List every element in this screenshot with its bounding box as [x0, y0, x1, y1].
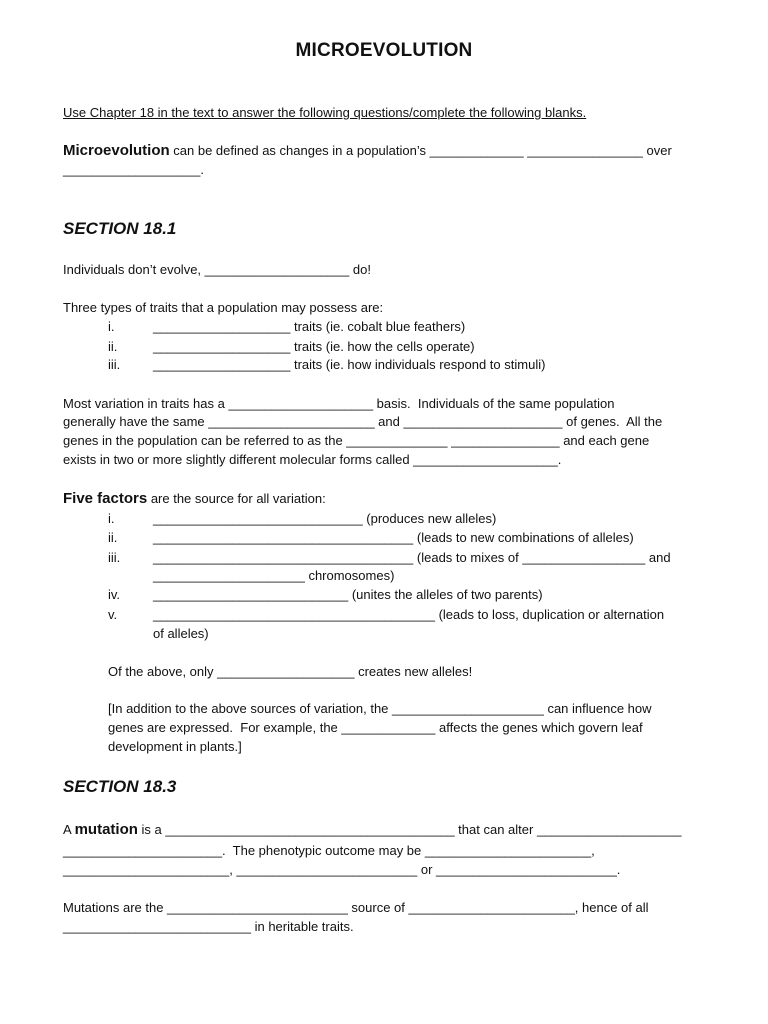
trait-item: ___________________ traits (ie. cobalt blue feathers) [153, 319, 466, 334]
bracket-line-3: development in plants.] [108, 739, 242, 754]
variation-line-3: genes in the population can be referred to as the ______________ _______________ and each gene [63, 433, 650, 448]
factor-number: v. [108, 607, 118, 622]
mutation-term: mutation [74, 821, 138, 838]
mutations-source-line-2: __________________________ in heritable traits. [63, 919, 354, 934]
factor-item: ___________________________ (unites the alleles of two parents) [153, 587, 543, 602]
bracket-line-1: [In addition to the above sources of variation, the _____________________ can influence how [108, 701, 652, 716]
evolve-line: Individuals don’t evolve, ____________________ do! [63, 262, 371, 277]
definition-line-1 [63, 143, 672, 159]
variation-line-2: generally have the same _______________________ and ______________________ of genes. All the [63, 414, 663, 429]
bracket-line-2: genes are expressed. For example, the _____________ affects the genes which govern leaf [108, 720, 643, 735]
mutation-line-1 [63, 822, 682, 838]
factor-number: ii. [108, 530, 118, 545]
factor-number: iv. [108, 587, 121, 602]
five-factors-term: Five factors [63, 490, 148, 507]
factor-number: iii. [108, 550, 121, 565]
definition-text: can be defined as changes in a population’s _____________ ________________ over [169, 143, 672, 158]
trait-number: iii. [108, 357, 121, 372]
definition-line-2: ___________________. [63, 162, 204, 177]
mutation-line-2: ______________________. The phenotypic outcome may be _______________________, [63, 843, 595, 858]
instructions: Use Chapter 18 in the text to answer the following questions/complete the following blanks. [63, 105, 587, 120]
five-factors-intro [63, 491, 326, 507]
variation-line-4: exists in two or more slightly different molecular forms called ____________________. [63, 452, 562, 467]
factor-item: ____________________________________ (leads to new combinations of alleles) [153, 530, 634, 545]
section-18-1-heading: SECTION 18.1 [63, 219, 177, 238]
trait-item: ___________________ traits (ie. how individuals respond to stimuli) [153, 357, 546, 372]
page-title: MICROEVOLUTION [295, 40, 473, 61]
factor-item: _______________________________________ (leads to loss, duplication or alternation [153, 607, 665, 622]
five-factors-text: are the source for all variation: [147, 491, 326, 506]
factor-number: i. [108, 511, 115, 526]
mutation-article: A [63, 822, 75, 837]
trait-number: ii. [108, 339, 118, 354]
factor-item: ____________________________________ (leads to mixes of _________________ and [153, 550, 671, 565]
only-line: Of the above, only ___________________ creates new alleles! [108, 664, 473, 679]
factor-item: _____________________________ (produces new alleles) [153, 511, 497, 526]
factor-item-continuation: of alleles) [153, 626, 209, 641]
mutations-source-line-1: Mutations are the _________________________ source of _______________________, hence of all [63, 900, 649, 915]
section-18-3-heading: SECTION 18.3 [63, 777, 177, 796]
traits-intro: Three types of traits that a population may possess are: [63, 300, 384, 315]
mutation-line-3: _______________________, _________________________ or _________________________. [63, 862, 621, 877]
definition-term: Microevolution [63, 142, 170, 159]
mutation-text: is a ________________________________________ that can alter ____________________ [137, 822, 682, 837]
trait-number: i. [108, 319, 115, 334]
factor-item-continuation: _____________________ chromosomes) [153, 568, 395, 583]
variation-line-1: Most variation in traits has a ____________________ basis. Individuals of the same population [63, 396, 615, 411]
trait-item: ___________________ traits (ie. how the cells operate) [153, 339, 475, 354]
